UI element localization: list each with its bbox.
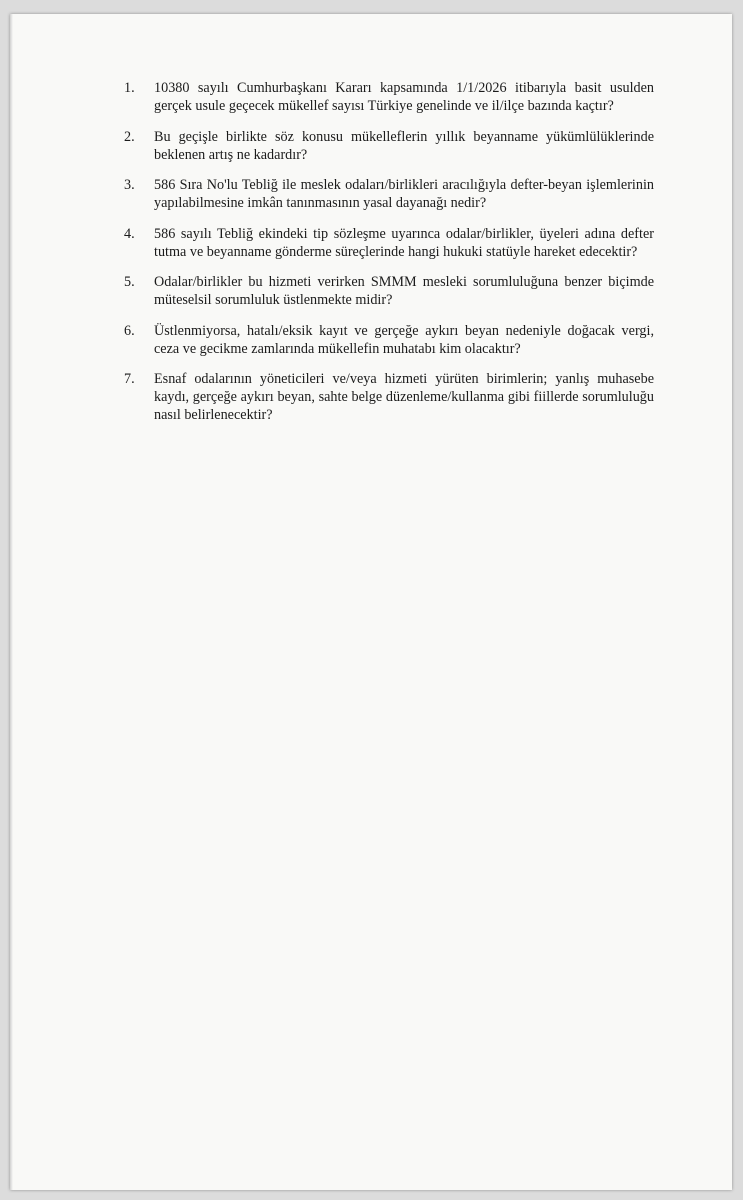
question-number: 6.	[124, 322, 135, 339]
question-number: 3.	[124, 177, 135, 193]
question-item	[124, 370, 654, 424]
question-item	[124, 322, 654, 358]
question-text: Üstlenmiyorsa, hatalı/eksik kayıt ve gerçeğe aykırı beyan nedeniyle doğacak vergi, ceza ve gecikme zamlarında mükellefin muhatabı kim olacaktır?	[154, 322, 654, 357]
question-text: 586 Sıra No'lu Tebliğ ile meslek odaları/birlikleri aracılığıyla defter-beyan işlemlerinin yapılabilmesine imkân tanınmasının yasal dayanağı nedir?	[154, 177, 654, 211]
question-item	[124, 128, 654, 164]
page-edge	[10, 14, 13, 1190]
question-text: Odalar/birlikler bu hizmeti verirken SMMM mesleki sorumluluğuna benzer biçimde müteselsil sorumluluk üstlenmekte midir?	[154, 274, 654, 308]
question-list	[124, 79, 654, 437]
question-text: Bu geçişle birlikte söz konusu mükelleflerin yıllık beyanname yükümlülüklerinde beklenen artış ne kadardır?	[154, 128, 654, 163]
question-item	[124, 79, 654, 115]
question-number: 7.	[124, 371, 135, 387]
question-text: 586 sayılı Tebliğ ekindeki tip sözleşme uyarınca odalar/birlikler, üyeleri adına defter tutma ve beyanname gönderme süreçlerinde hangi hukuki statüyle hareket edecektir?	[154, 225, 654, 260]
question-number: 2.	[124, 128, 135, 145]
question-number: 4.	[124, 225, 135, 242]
question-number: 1.	[124, 80, 135, 96]
question-text: Esnaf odalarının yöneticileri ve/veya hizmeti yürüten birimlerin; yanlış muhasebe kaydı, gerçeğe aykırı beyan, sahte belge düzenleme/kullanma gibi fiillerde sorumluluğu nasıl belirlenecektir?	[154, 371, 654, 423]
question-item	[124, 176, 654, 212]
question-item	[124, 273, 654, 309]
document-page	[10, 14, 732, 1190]
question-number: 5.	[124, 274, 135, 290]
question-item	[124, 225, 654, 261]
question-text: 10380 sayılı Cumhurbaşkanı Kararı kapsamında 1/1/2026 itibarıyla basit usulden gerçek usule geçecek mükellef sayısı Türkiye genelinde ve il/ilçe bazında kaçtır?	[154, 80, 654, 114]
